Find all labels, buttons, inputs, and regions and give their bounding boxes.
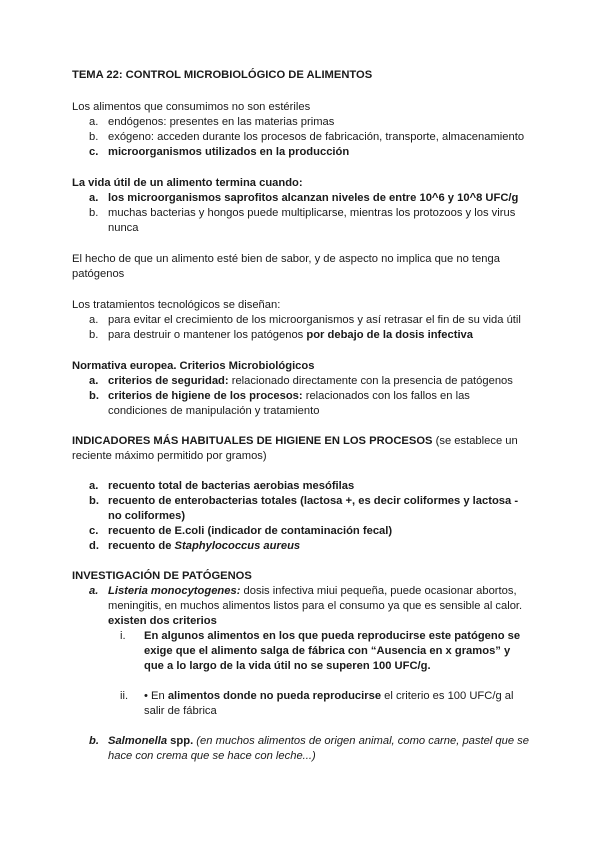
section7-sublist [72,629,532,719]
sublist-item: ii. • En alimentos donde no pueda reproducirse el criterio es 100 UFC/g al salir de fábrica [120,690,514,717]
list-item: b. criterios de higiene de los procesos: relacionados con los fallos en las condiciones de manipulación y tratamiento [89,390,470,417]
document-title: TEMA 22: CONTROL MICROBIOLÓGICO DE ALIMENTOS [72,69,373,81]
section4-intro: Los tratamientos tecnológicos se diseñan: [72,299,281,311]
list-item: b. para destruir o mantener los patógenos por debajo de la dosis infectiva [89,329,474,341]
section1-list [72,115,532,160]
list-item: a. recuento total de bacterias aerobias mesófilas [89,480,355,492]
sublist-item: i. En algunos alimentos en los que pueda reproducirse este patógeno se exige que el alimento salga de fábrica con “Ausencia en x gramos” y que a lo largo de la vida útil no se superen 100 UFC/g. [120,630,521,672]
section7-list [72,584,532,629]
section5-list [72,374,532,419]
list-item: a. Listeria monocytogenes: dosis infectiva miui pequeña, puede ocasionar abortos, meningitis, en muchos alimentos listos para el consumo ya que es sensible al calor. existen dos criterios [89,585,523,627]
list-item: c. microorganismos utilizados en la producción [89,146,350,158]
section6-intro: INDICADORES MÁS HABITUALES DE HIGIENE EN LOS PROCESOS (se establece un reciente máximo permitido por gramos) [72,435,518,462]
list-item: a. los microorganismos saprofitos alcanzan niveles de entre 10^6 y 10^8 UFC/g [89,192,519,204]
list-item: b. recuento de enterobacterias totales (lactosa +, es decir coliformes y lactosa - no coliformes) [89,495,519,522]
section6-list [72,479,532,554]
list-item: b. Salmonella spp. (en muchos alimentos de origen animal, como carne, pastel que se hace con crema que se hace con leche...) [89,735,529,762]
list-item: b. exógeno: acceden durante los procesos de fabricación, transporte, almacenamiento [89,131,525,143]
section2-intro: La vida útil de un alimento termina cuando: [72,177,303,189]
section4-list [72,313,532,343]
list-item: a. endógenos: presentes en las materias primas [89,116,335,128]
section1-intro: Los alimentos que consumimos no son estériles [72,101,311,113]
list-item: c. recuento de E.coli (indicador de contaminación fecal) [89,525,393,537]
list-item: b. muchas bacterias y hongos puede multiplicarse, mientras los protozoos y los virus nunca [89,207,516,234]
list-item: a. criterios de seguridad: relacionado directamente con la presencia de patógenos [89,375,513,387]
document-page [72,68,532,764]
section7-list-b [72,734,532,764]
section2-list [72,191,532,236]
section5-intro: Normativa europea. Criterios Microbiológicos [72,360,315,372]
list-item: a. para evitar el crecimiento de los microorganismos y así retrasar el fin de su vida útil [89,314,521,326]
section3-text: El hecho de que un alimento esté bien de sabor, y de aspecto no implica que no tenga patógenos [72,253,500,280]
section7-intro: INVESTIGACIÓN DE PATÓGENOS [72,570,252,582]
list-item: d. recuento de Staphylococcus aureus [89,540,301,552]
